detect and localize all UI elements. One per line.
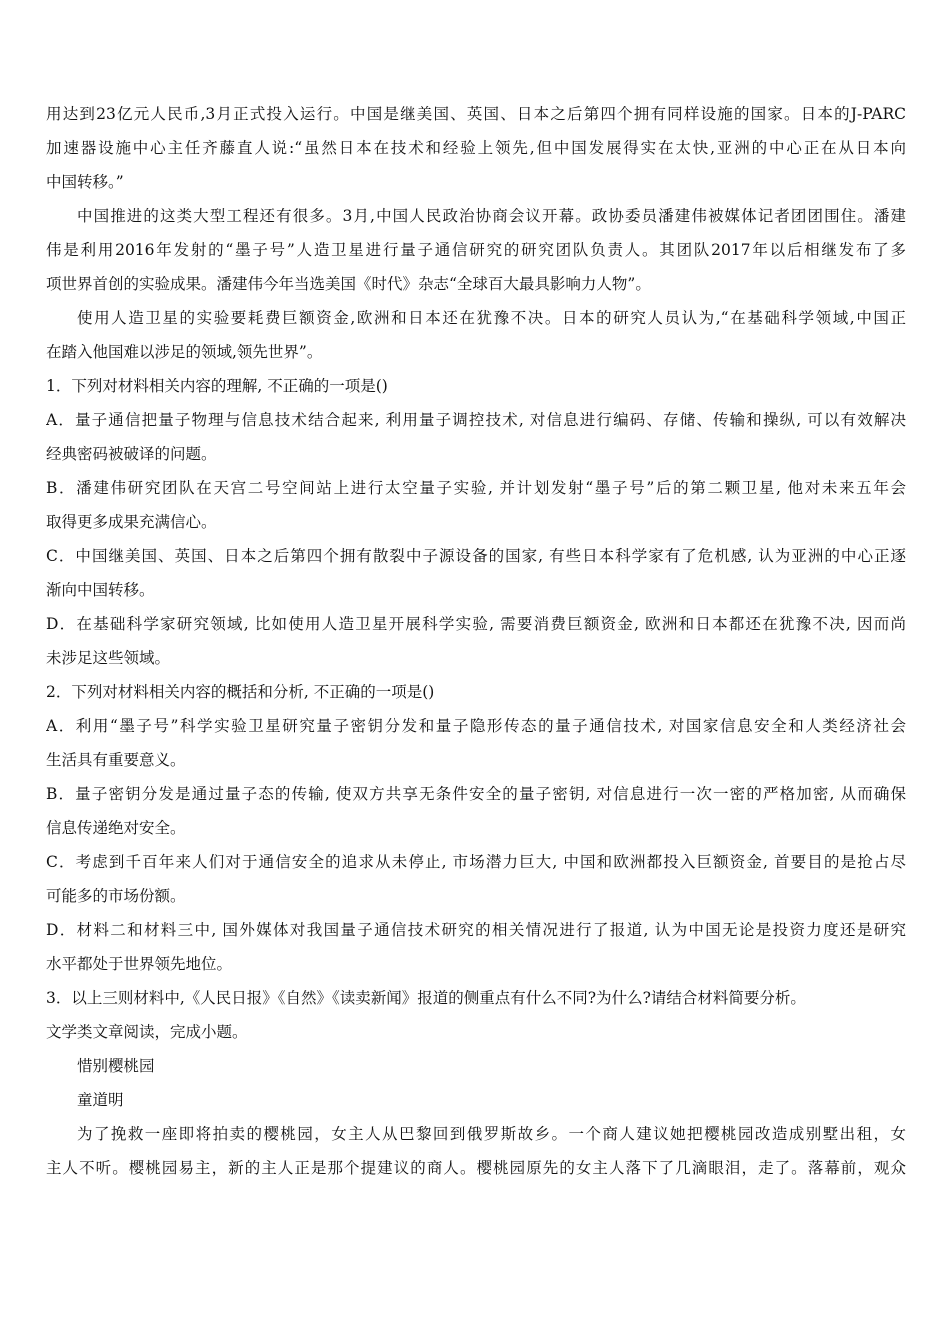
option-line: 生活具有重要意义。 bbox=[46, 751, 186, 769]
question-3 bbox=[46, 981, 906, 1015]
option-line: B．潘建伟研究团队在天宫二号空间站上进行太空量子实验, 并计划发射“墨子号”后的第二颗卫星, 他对未来五年会 bbox=[46, 479, 906, 497]
text-line: 使用人造卫星的实验要耗费巨额资金,欧洲和日本还在犹豫不决。日本的研究人员认为,“在基础科学领域,中国正 bbox=[77, 309, 906, 327]
material-paragraph-3 bbox=[46, 301, 906, 369]
option-line: 未涉足这些领域。 bbox=[46, 649, 171, 667]
text-line: 中国转移。” bbox=[46, 173, 124, 191]
option-d bbox=[46, 913, 906, 981]
option-a bbox=[46, 709, 906, 777]
text-line: 为了挽救一座即将拍卖的樱桃园，女主人从巴黎回到俄罗斯故乡。一个商人建议她把樱桃园改造成别墅出租，女 bbox=[77, 1125, 906, 1143]
option-b bbox=[46, 471, 906, 539]
option-line: 经典密码被破译的问题。 bbox=[46, 445, 217, 463]
option-line: D．在基础科学家研究领域, 比如使用人造卫星开展科学实验, 需要消费巨额资金, 欧洲和日本都还在犹豫不决, 因而尚 bbox=[46, 615, 906, 633]
option-c bbox=[46, 845, 906, 913]
question-stem: 2．下列对材料相关内容的概括和分析, 不正确的一项是() bbox=[46, 683, 435, 701]
section-intro: 文学类文章阅读，完成小题。 bbox=[46, 1023, 248, 1041]
option-a bbox=[46, 403, 906, 471]
option-line: C．中国继美国、英国、日本之后第四个拥有散裂中子源设备的国家, 有些日本科学家有了危机感, 认为亚洲的中心正逐 bbox=[46, 547, 906, 565]
document-page bbox=[46, 97, 906, 1185]
option-b bbox=[46, 777, 906, 845]
literature-section bbox=[46, 1015, 906, 1185]
option-line: A．量子通信把量子物理与信息技术结合起来, 利用量子调控技术, 对信息进行编码、存储、传输和操纵, 可以有效解决 bbox=[46, 411, 906, 429]
option-line: D．材料二和材料三中, 国外媒体对我国量子通信技术研究的相关情况进行了报道, 认为中国无论是投资力度还是研究 bbox=[46, 921, 906, 939]
text-line: 项世界首创的实验成果。潘建伟今年当选美国《时代》杂志“全球百大最具影响力人物”。 bbox=[46, 275, 651, 293]
material-paragraph-1 bbox=[46, 97, 906, 199]
article-title: 惜别樱桃园 bbox=[77, 1057, 155, 1075]
question-1 bbox=[46, 369, 906, 675]
question-stem: 3．以上三则材料中,《人民日报》《自然》《读卖新闻》报道的侧重点有什么不同?为什么?请结合材料简要分析。 bbox=[46, 989, 806, 1007]
option-line: 取得更多成果充满信心。 bbox=[46, 513, 217, 531]
option-d bbox=[46, 607, 906, 675]
option-c bbox=[46, 539, 906, 607]
text-line: 伟是利用2016年发射的“墨子号”人造卫星进行量子通信研究的研究团队负责人。其团队2017年以后相继发布了多 bbox=[46, 241, 906, 259]
question-2 bbox=[46, 675, 906, 981]
text-line: 中国推进的这类大型工程还有很多。3月,中国人民政治协商会议开幕。政协委员潘建伟被媒体记者团团围住。潘建 bbox=[77, 207, 906, 225]
text-line: 主人不听。樱桃园易主，新的主人正是那个提建议的商人。樱桃园原先的女主人落下了几滴眼泪，走了。落幕前，观众 bbox=[46, 1159, 906, 1177]
option-line: 水平都处于世界领先地位。 bbox=[46, 955, 233, 973]
text-line: 用达到23亿元人民币,3月正式投入运行。中国是继美国、英国、日本之后第四个拥有同样设施的国家。日本的J-PARC bbox=[46, 105, 906, 123]
material-paragraph-2 bbox=[46, 199, 906, 301]
option-line: C．考虑到千百年来人们对于通信安全的追求从未停止, 市场潜力巨大, 中国和欧洲都投入巨额资金, 首要目的是抢占尽 bbox=[46, 853, 906, 871]
article-author: 童道明 bbox=[77, 1091, 124, 1109]
option-line: 信息传递绝对安全。 bbox=[46, 819, 186, 837]
option-line: 渐向中国转移。 bbox=[46, 581, 155, 599]
question-stem: 1．下列对材料相关内容的理解, 不正确的一项是() bbox=[46, 377, 388, 395]
option-line: B．量子密钥分发是通过量子态的传输, 使双方共享无条件安全的量子密钥, 对信息进行一次一密的严格加密, 从而确保 bbox=[46, 785, 906, 803]
text-line: 加速器设施中心主任齐藤直人说:“虽然日本在技术和经验上领先,但中国发展得实在太快,亚洲的中心正在从日本向 bbox=[46, 139, 906, 157]
option-line: 可能多的市场份额。 bbox=[46, 887, 186, 905]
text-line: 在踏入他国难以涉足的领域,领先世界”。 bbox=[46, 343, 323, 361]
option-line: A．利用“墨子号”科学实验卫星研究量子密钥分发和量子隐形传态的量子通信技术, 对国家信息安全和人类经济社会 bbox=[46, 717, 906, 735]
